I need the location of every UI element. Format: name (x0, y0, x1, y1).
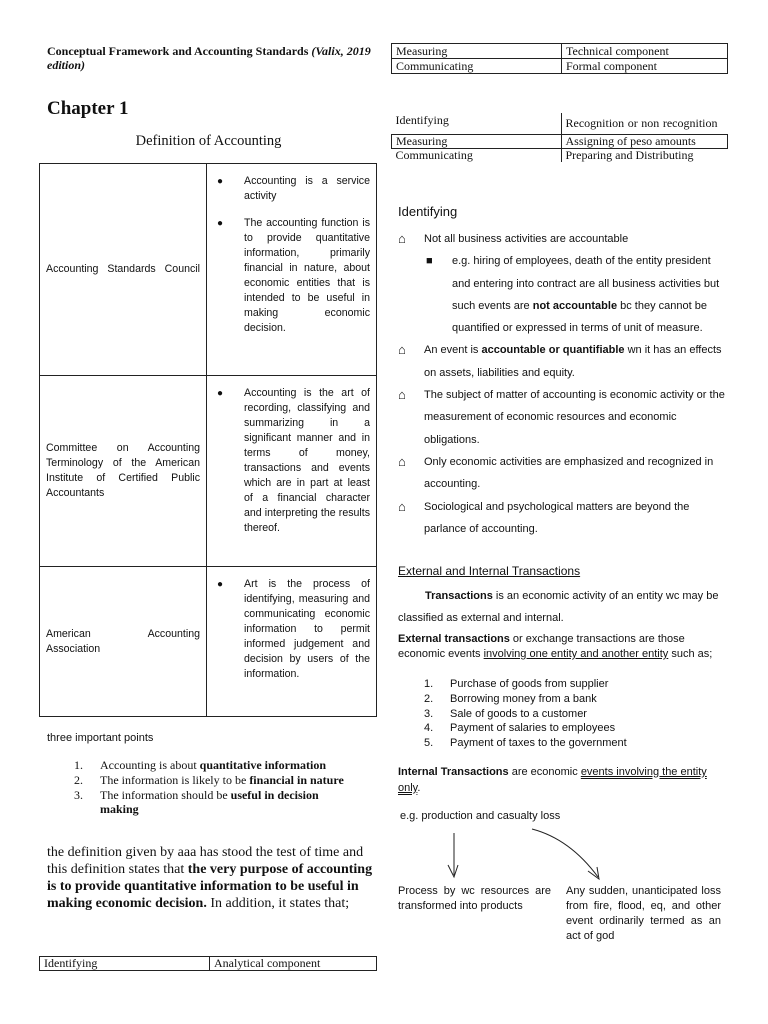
table-row (392, 59, 728, 74)
transactions-intro: Transactions is an economic activity of an entity wc may be classified as external and internal. (398, 590, 719, 624)
definition-source-cell (40, 376, 207, 567)
list-item: ⌂ An event is accountable or quantifiable wn it has an effects on assets, liabilities and equity. (398, 339, 728, 384)
house-bullet-icon: ⌂ (398, 231, 406, 246)
external-transactions-paragraph: External transactions or exchange transactions are those economic events involving one entity and another entity such as; (398, 633, 713, 660)
external-transactions-list (398, 677, 718, 751)
definition-points-cell (207, 164, 377, 376)
table-cell: Formal component (562, 59, 728, 74)
aaa-paragraph: the definition given by aaa has stood the test of time and this definition states that the very purpose of accounting is to provide quantitative information to be useful in making economic decision. In addition, it states that; (47, 845, 373, 911)
definition-source-cell (40, 567, 207, 717)
definition-source-cell (40, 164, 207, 376)
definitions-table (39, 163, 377, 717)
list-item: 1. Purchase of goods from supplier (424, 678, 609, 690)
components-table-left (39, 956, 377, 971)
identifying-heading: Identifying (398, 204, 458, 219)
house-bullet-icon: ⌂ (398, 453, 406, 469)
transactions-heading: External and Internal Transactions (398, 564, 581, 578)
table-row (392, 44, 728, 59)
internal-example: e.g. production and casualty loss (400, 810, 561, 822)
table-cell: Measuring (392, 44, 562, 59)
header-title: Conceptual Framework and Accounting Standards (47, 44, 309, 58)
definition-point: ● Accounting is a service activity (211, 174, 370, 204)
chapter-heading: Chapter 1 (47, 98, 129, 119)
casualty-definition: Any sudden, unanticipated loss from fire, flood, eq, and other event ordinarily termed as an act of god (566, 885, 721, 942)
production-definition: Process by wc resources are transformed into products (398, 885, 551, 912)
definition-point: ● Art is the process of identifying, measuring and communicating economic information to permit informed judgement and decision by users of the information. (211, 577, 370, 682)
house-bullet-icon: ⌂ (398, 342, 406, 358)
arrow-production-head (448, 865, 458, 877)
internal-transactions-paragraph: Internal Transactions are economic events involving the entity only. (398, 766, 707, 794)
table-cell: Communicating (392, 149, 562, 163)
table-cell: Technical component (562, 44, 728, 59)
list-item: ⌂ The subject of matter of accounting is economic activity or the measurement of economic resources and economic obligations. (398, 384, 728, 451)
table-cell: Identifying (40, 957, 210, 971)
definition-source: Committee on Accounting Terminology of the American Institute of Certified Public Accountants (46, 442, 200, 499)
table-row (392, 113, 728, 135)
list-item: 5. Payment of taxes to the government (424, 737, 627, 750)
definition-point: ● Accounting is the art of recording, classifying and summarizing in a significant manner and in terms of money, transactions and events which are in part at least of a financial character and interpreting the results thereof. (211, 386, 370, 536)
arrow-casualty-head (588, 867, 599, 879)
section-title: Definition of Accounting (135, 133, 282, 149)
table-row (40, 164, 377, 376)
definition-point: ● The accounting function is to provide quantitative information, primarily financial in nature, about economic entities that is intended to be useful in making economic decision. (211, 216, 370, 336)
example-arrows (420, 825, 620, 885)
arrow-casualty (532, 829, 598, 877)
three-points-list (48, 758, 348, 817)
table-row (392, 135, 728, 149)
table-cell: Analytical component (210, 957, 377, 971)
document-header (47, 44, 377, 72)
list-item: 2. Borrowing money from a bank (424, 692, 597, 705)
table-cell: Preparing and Distributing (561, 149, 728, 163)
definition-source: American Accounting Association (46, 627, 200, 655)
table-cell: Communicating (392, 59, 562, 74)
house-bullet-icon: ⌂ (398, 387, 406, 403)
list-item: 2. The information is likely to be financial in nature (74, 772, 344, 787)
table-row (40, 957, 377, 971)
list-item: 3. Sale of goods to a customer (424, 707, 587, 720)
components-table-right (391, 43, 728, 74)
activities-table (391, 113, 728, 162)
house-bullet-icon: ⌂ (398, 498, 406, 514)
identifying-bullets (398, 228, 728, 540)
sub-list-item: ■ e.g. hiring of employees, death of the entity president and entering into contract are all business activities but such events are not accountable bc they cannot be quantified or expressed in terms of unit of measure. (398, 250, 728, 339)
header-edition: (Valix, 2019 edition) (47, 44, 371, 72)
definition-source: Accounting Standards Council (46, 263, 200, 275)
table-row (40, 376, 377, 567)
list-item: ⌂ Only economic activities are emphasized and recognized in accounting. (398, 451, 728, 496)
table-cell: Identifying (392, 113, 562, 135)
table-cell: Assigning of peso amounts (561, 135, 728, 149)
list-item: 4. Payment of salaries to employees (424, 722, 616, 735)
list-item: ⌂ Sociological and psychological matters are beyond the parlance of accounting. (398, 496, 728, 541)
definition-points-cell (207, 376, 377, 567)
definition-points-cell (207, 567, 377, 717)
three-points-intro: three important points (47, 732, 154, 744)
list-item: 3. The information should be useful in decision making (74, 787, 319, 817)
list-item: ⌂ Not all business activities are accountable (398, 228, 728, 250)
square-bullet-icon: ■ (426, 255, 433, 268)
table-cell: Measuring (392, 135, 562, 149)
list-item: 1. Accounting is about quantitative information (74, 758, 326, 772)
table-cell: Recognition or non recognition (561, 113, 728, 135)
table-row (40, 567, 377, 717)
table-row (392, 149, 728, 163)
